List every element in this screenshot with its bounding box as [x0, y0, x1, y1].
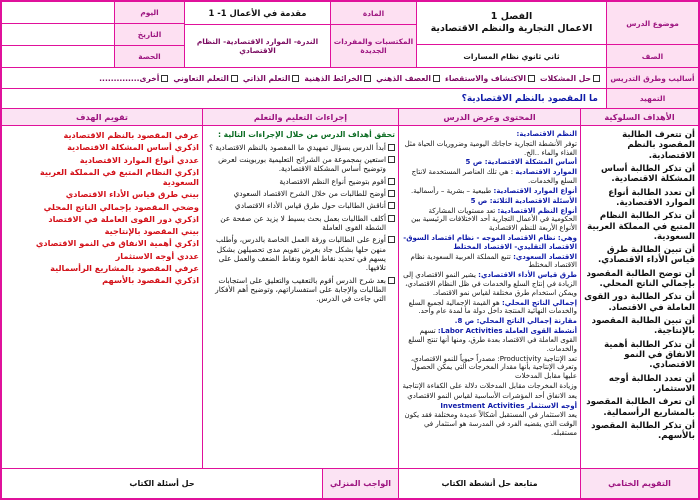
class-label: الصف	[641, 51, 664, 61]
objective-item: أن تبين الطالبة طرق قياس الأداء الاقتصادي.	[597, 245, 695, 266]
content-line: أساس المشكلة الاقتصادية: ص 5	[465, 158, 577, 167]
checkbox-icon[interactable]	[388, 236, 395, 243]
date-value	[2, 24, 114, 46]
final-evaluation-label: التقويم الختامي	[580, 469, 698, 498]
method-item[interactable]: أخرى..............	[99, 74, 168, 83]
content-line: أنواع الموارد الاقتصادية: طبيعية – بشرية – رأسمالية.	[411, 186, 577, 195]
evaluation-item: عرفي المقصود بالنظم الاقتصادية	[63, 130, 199, 140]
column-headers	[2, 109, 698, 126]
homework-label: الواجب المنزلي	[322, 469, 398, 498]
period-label: الحصة	[138, 52, 161, 61]
evaluation-item: وضحي المقصود بإجمالي الناتج المحلي	[43, 201, 199, 212]
checkbox-icon	[433, 75, 440, 82]
objective-item: أن تذكر الطالبة دور القوى العاملة في الاقتصاد.	[584, 292, 695, 313]
content-line: يعد الانفاق أحد المؤشرات الأساسية لقياس النمو الاقتصادي	[407, 391, 577, 400]
objective-item: أن تذكر الطالبة المقصود بالأسهم.	[591, 420, 695, 442]
content-line: توفر الأنشطة التجارية حاجاتك اليومية وضروريات الحياة مثل الغذاء والماء ..الخ.	[404, 139, 577, 157]
procedure-step: أناقش الطالبات حول طرق قياس الأداء الاقتصادي	[206, 201, 395, 210]
methods-label: أساليب وطرق التدريس	[606, 68, 698, 88]
objective-item: أن تعدد الطالبة أنواع الموارد الاقتصادية.	[608, 187, 695, 208]
content-line: طرق قياس الأداء الاقتصادي: يشير النمو الاقتصادي إلى الزيادة في إنتاج السلع والخدمات في ظل النظام الاقتصادي، ويمكن استخدام طرق مختلفة لقياس نمو الاقتصاد.	[403, 271, 577, 297]
procedure-step: أقوم بتوضيح أنواع النظم الاقتصادية	[206, 177, 395, 186]
subject-values	[184, 2, 330, 67]
checkbox-icon[interactable]	[388, 156, 395, 163]
day-label: اليوم	[115, 2, 184, 24]
checkbox-icon[interactable]	[388, 277, 395, 284]
objectives-header: الأهداف السلوكية	[580, 109, 698, 125]
objective-item: أن تبين الطالبة المقصود بالإنتاجية.	[591, 316, 695, 337]
objective-item: أن تذكر الطالبة أهمية الانفاق في النمو الاقتصادي.	[604, 339, 695, 371]
objective-item: أن تذكر الطالبة النظام المتبع في المملكة العربية السعودية.	[587, 211, 695, 242]
subject-value: مقدمة في الأعمال 1- 1	[185, 2, 330, 25]
content-line: أوجه الاستثمار Investment Activities	[440, 401, 577, 410]
checkbox-icon[interactable]	[388, 144, 395, 151]
concepts-label: المكتسبات والمفردات الجديدة	[333, 37, 414, 55]
day-value	[2, 2, 114, 24]
content-line: الاقتصاد السعودي: تتبع المملكة العربية السعودية نظام الاقتصاد المختلط	[410, 252, 577, 270]
intro-row	[2, 89, 698, 109]
checkbox-icon	[528, 75, 535, 82]
checkbox-icon	[231, 75, 238, 82]
intro-label: التمهيد	[606, 89, 698, 108]
checkbox-icon	[593, 75, 600, 82]
procedure-step: أوضح للطالبات من خلال الشرح الاقتصاد السعودي	[206, 189, 395, 198]
evaluation-item: اذكري المقصود بالأسهم	[102, 275, 199, 285]
content-line: النظم الاقتصادية:	[516, 130, 577, 138]
content-line: الأسئلة الاقتصادية الثلاثة: ص 5	[470, 196, 577, 205]
activities-value: متابعة حل أنشطة الكتاب	[398, 469, 580, 498]
content-line: وهي: نظام الاقتصاد الموجه - نظام اقتصاد السوق- الاقتصاد التقليدي- الاقتصاد المختلط	[403, 233, 577, 251]
procedure-step: أبدأ الدرس بسؤال تمهيدي ما المقصود بالنظم الاقتصادية ؟	[206, 143, 395, 152]
content-header: المحتوى وعرض الدرس	[398, 109, 580, 125]
date-values	[2, 2, 114, 67]
evaluation-item: بيني طرق قياس الأداء الاقتصادي	[65, 189, 199, 200]
evaluation-item: عددي أنواع الموارد الاقتصادية	[79, 154, 199, 165]
header-labels-right	[606, 2, 698, 67]
methods-row	[2, 68, 698, 89]
date-labels	[114, 2, 184, 67]
procedure-step: بعد شرح الدرس أقوم بالتعقيب والتعليق على استجابات الطالبات والإجابة على استفساراتهم، وتوضيح أهم الأفكار التي جاءت في الدرس.	[206, 276, 395, 304]
procedures-header: إجراءات التعليم والتعلم	[202, 109, 398, 125]
concepts-value: الندرة- الموارد الاقتصادية- النظام الاقتصادي	[196, 37, 319, 55]
chapter-cell	[416, 2, 606, 67]
content-line: إجمالي الناتج المحلي: هو القيمة الإجمالية لجميع السلع والخدمات النهائية المنتجة داخل دولة ما لمدة عام واحد.	[408, 298, 577, 316]
chapter-title: الفصل 1 الاعمال التجارية والنظم الاقتصادية	[417, 2, 606, 45]
header	[2, 2, 698, 68]
content-line: يعد الاستثمار في المستقبل أشكالاً عديدة ومختلفة فقد يكون الوقت الذي يقضيه الفرد في المدرسة هو استثمار في مستقبله.	[404, 411, 577, 437]
evaluation-item: اذكري أساس المشكلة الاقتصادية	[67, 142, 199, 153]
checkbox-icon	[161, 75, 168, 82]
method-item[interactable]: الاكتشاف والاستقصاء	[445, 74, 535, 83]
checkbox-icon[interactable]	[388, 202, 395, 209]
objective-item: أن تتعرف الطالبة المقصود بالنظم الاقتصادية.	[622, 130, 695, 161]
objective-item: أن تذكر الطالبة أساس المشكلة الاقتصادية.	[601, 163, 695, 185]
checkbox-icon[interactable]	[388, 190, 395, 197]
procedures-intro: تحقق أهداف الدرس من خلال الإجراءات التالية :	[217, 130, 395, 139]
period-value	[2, 46, 114, 67]
method-item[interactable]: العصف الذهني	[376, 74, 440, 83]
subject-label: المادة	[331, 2, 416, 25]
content-line: وزيادة المخرجات مقابل المدخلات دلالة على الكفاءة الإنتاجية	[402, 381, 577, 390]
method-item[interactable]: التعلم التعاوني	[173, 74, 238, 83]
content-line: مقارنة إجمالي الناتج المحلي: ص 8.	[454, 317, 577, 326]
stage-value: ثاني ثانوي نظام المسارات	[463, 51, 560, 61]
checkbox-icon[interactable]	[388, 178, 395, 185]
evaluation-item: اذكري أهمية الانفاق في النمو الاقتصادي	[35, 238, 199, 249]
checkbox-icon	[292, 75, 299, 82]
procedure-step: أكلف الطالبات بعمل بحث بسيط لا يزيد عن صفحة عن الشطة القوى العاملة	[206, 214, 395, 233]
content-line: أنشطة القوى العاملة Labor Activities: تسهم القوى العاملة في الاقتصاد بعدة طرق، ومنها أنها تنتج السلع والخدمات.	[408, 327, 577, 353]
method-item[interactable]: حل المشكلات	[540, 74, 600, 83]
objective-item: أن تعرف الطالبة المقصود بالمشاريع الرأسمالية.	[586, 397, 695, 418]
date-label: التاريخ	[115, 24, 184, 46]
evaluation-item: اذكري النظام المتبع في المملكة العربية السعودية	[39, 166, 199, 187]
objectives-column	[580, 126, 698, 470]
evaluation-item: بيني المقصود بالإنتاجية	[104, 226, 199, 236]
content-line: أنواع النظم الاقتصادية: تعد مستويات المشاركة الحكومية في الأعمال التجارية أحد الاختلافات الرئيسية بين الأنواع الأربعة للنظم الاقتصادية	[411, 206, 577, 233]
procedure-step: استعين بمجموعة من الشرائح التعليمية بوربوينت لعرض وتوضيح أساس المشكلة الاقتصادية.	[206, 155, 395, 174]
procedure-step: أوزع على الطالبات ورقة العمل الخاصة بالدرس، وأطلب منهن حلها بشكل جاد بغرض تقويم مدى تحصيلهن بشكل يسهم في تحديد نقاط القوة ونقاط الضعف والعمل على تلافيها.	[206, 235, 395, 272]
evaluation-item: عددي أوجه الاستثمار	[115, 250, 199, 261]
evaluation-column	[2, 126, 202, 470]
objective-item: أن توضح الطالبة المقصود بإجمالي الناتج المحلي.	[586, 268, 695, 290]
objective-item: أن تعدد الطالبة أوجه الاستثمار.	[608, 373, 695, 394]
checkbox-icon[interactable]	[388, 215, 395, 222]
procedures-column	[202, 126, 398, 470]
subject-labels	[330, 2, 416, 67]
evaluation-item: عرفي المقصود بالمشاريع الرأسمالية	[50, 262, 199, 273]
methods-list	[2, 74, 606, 83]
method-item[interactable]: الخرائط الذهنية	[304, 74, 371, 83]
content-column	[398, 126, 580, 470]
evaluation-item: اذكري دور القوى العاملة في الاقتصاد	[48, 213, 199, 224]
footer	[2, 468, 698, 498]
evaluation-header: تقويم الهدف	[2, 109, 202, 125]
lesson-body	[2, 126, 698, 470]
book-questions-value: حل أسئلة الكتاب	[2, 469, 322, 498]
content-line: تعد الإنتاجية Productivity: مصدراً حيوياً للنمو الاقتصادي، وتعرف الإنتاجية بأنها مقدار المخرجات التي يمكن الحصول عليها مقابل المدخلات	[410, 354, 577, 381]
content-line: الموارد الاقتصادية : هي تلك العناصر المستخدمة لانتاج السلع والخدمات.	[411, 168, 577, 186]
topic-label: موضوع الدرس	[607, 2, 698, 45]
checkbox-icon	[364, 75, 371, 82]
method-item[interactable]: التعلم الذاتي	[243, 74, 300, 83]
intro-question: ما المقصود بالنظم الاقتصادية؟	[461, 93, 598, 104]
